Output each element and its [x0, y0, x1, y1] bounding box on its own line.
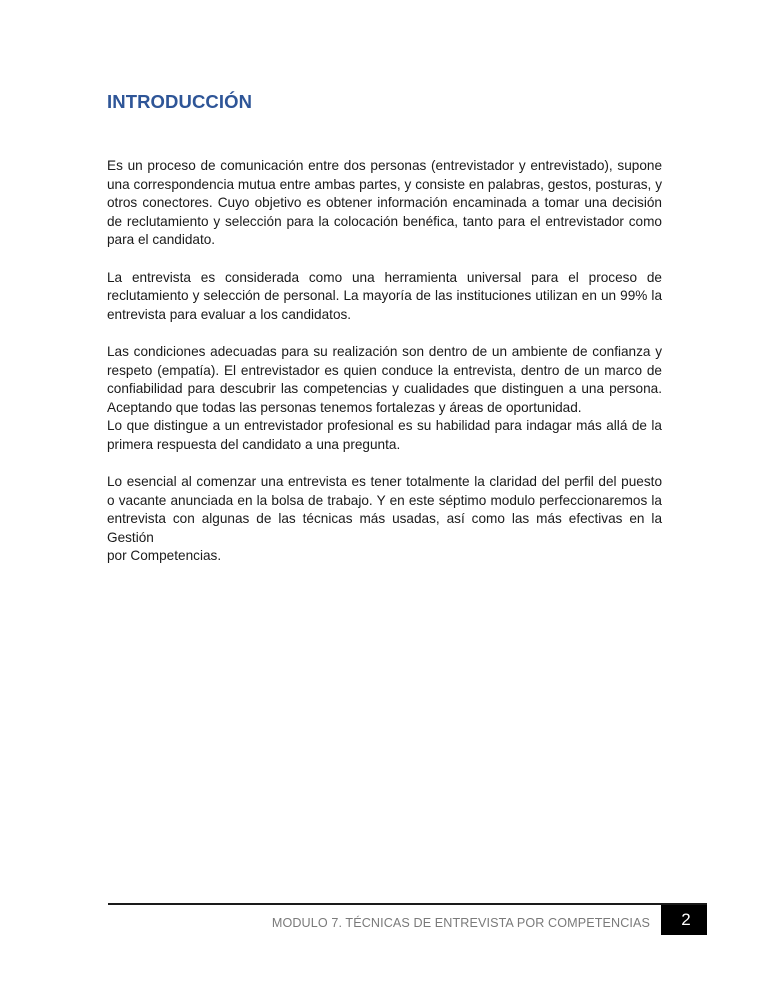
- text-line: Aceptando que todas las personas tenemos fortalezas y áreas de oportunidad.: [107, 399, 582, 415]
- text-line: primera respuesta del candidato a una pregunta.: [107, 436, 401, 452]
- section-title: INTRODUCCIÓN: [107, 91, 253, 112]
- text-line: confiabilidad para descubrir las competencias y cualidades que distinguen a una persona.: [107, 381, 662, 397]
- paragraph-4: [107, 473, 662, 566]
- paragraph-1: [107, 157, 662, 250]
- text-line: respeto (empatía). El entrevistador es quien conduce la entrevista, dentro de un marco de: [107, 362, 662, 378]
- text-line: por Competencias.: [107, 548, 222, 564]
- text-line: para el candidato.: [107, 232, 216, 248]
- paragraph-3: [107, 343, 662, 455]
- text-line: La entrevista es considerada como una herramienta universal para el proceso de: [107, 269, 662, 285]
- text-line: Lo que distingue a un entrevistador profesional es su habilidad para indagar más allá de la: [107, 418, 662, 434]
- footer-title: MODULO 7. TÉCNICAS DE ENTREVISTA POR COMPETENCIAS: [271, 916, 650, 930]
- text-line: Las condiciones adecuadas para su realización son dentro de un ambiente de confianza y: [107, 343, 662, 359]
- text-line: entrevista para evaluar a los candidatos.: [107, 306, 352, 322]
- text-line: de reclutamiento y selección para la colocación benéfica, tanto para el entrevistador como: [107, 213, 662, 229]
- text-line: Lo esencial al comenzar una entrevista es tener totalmente la claridad del perfil del puesto: [107, 474, 662, 490]
- text-line: reclutamiento y selección de personal. La mayoría de las instituciones utilizan en un 99% la: [107, 288, 662, 304]
- paragraph-2: [107, 269, 662, 325]
- text-line: otros conectores. Cuyo objetivo es obtener información encaminada a tomar una decisión: [107, 195, 662, 211]
- body-text: [107, 157, 662, 585]
- text-line: una correspondencia mutua entre ambas partes, y consiste en palabras, gestos, posturas, y: [107, 176, 662, 192]
- text-line: o vacante anunciada en la bolsa de trabajo. Y en este séptimo modulo perfeccionaremos la: [107, 492, 662, 508]
- text-line: entrevista con algunas de las técnicas más usadas, así como las más efectivas en la Gestión: [107, 511, 662, 545]
- page-number-badge: 2: [661, 905, 707, 935]
- text-line: Es un proceso de comunicación entre dos personas (entrevistador y entrevistado), supone: [107, 158, 662, 173]
- footer-divider: [108, 903, 707, 905]
